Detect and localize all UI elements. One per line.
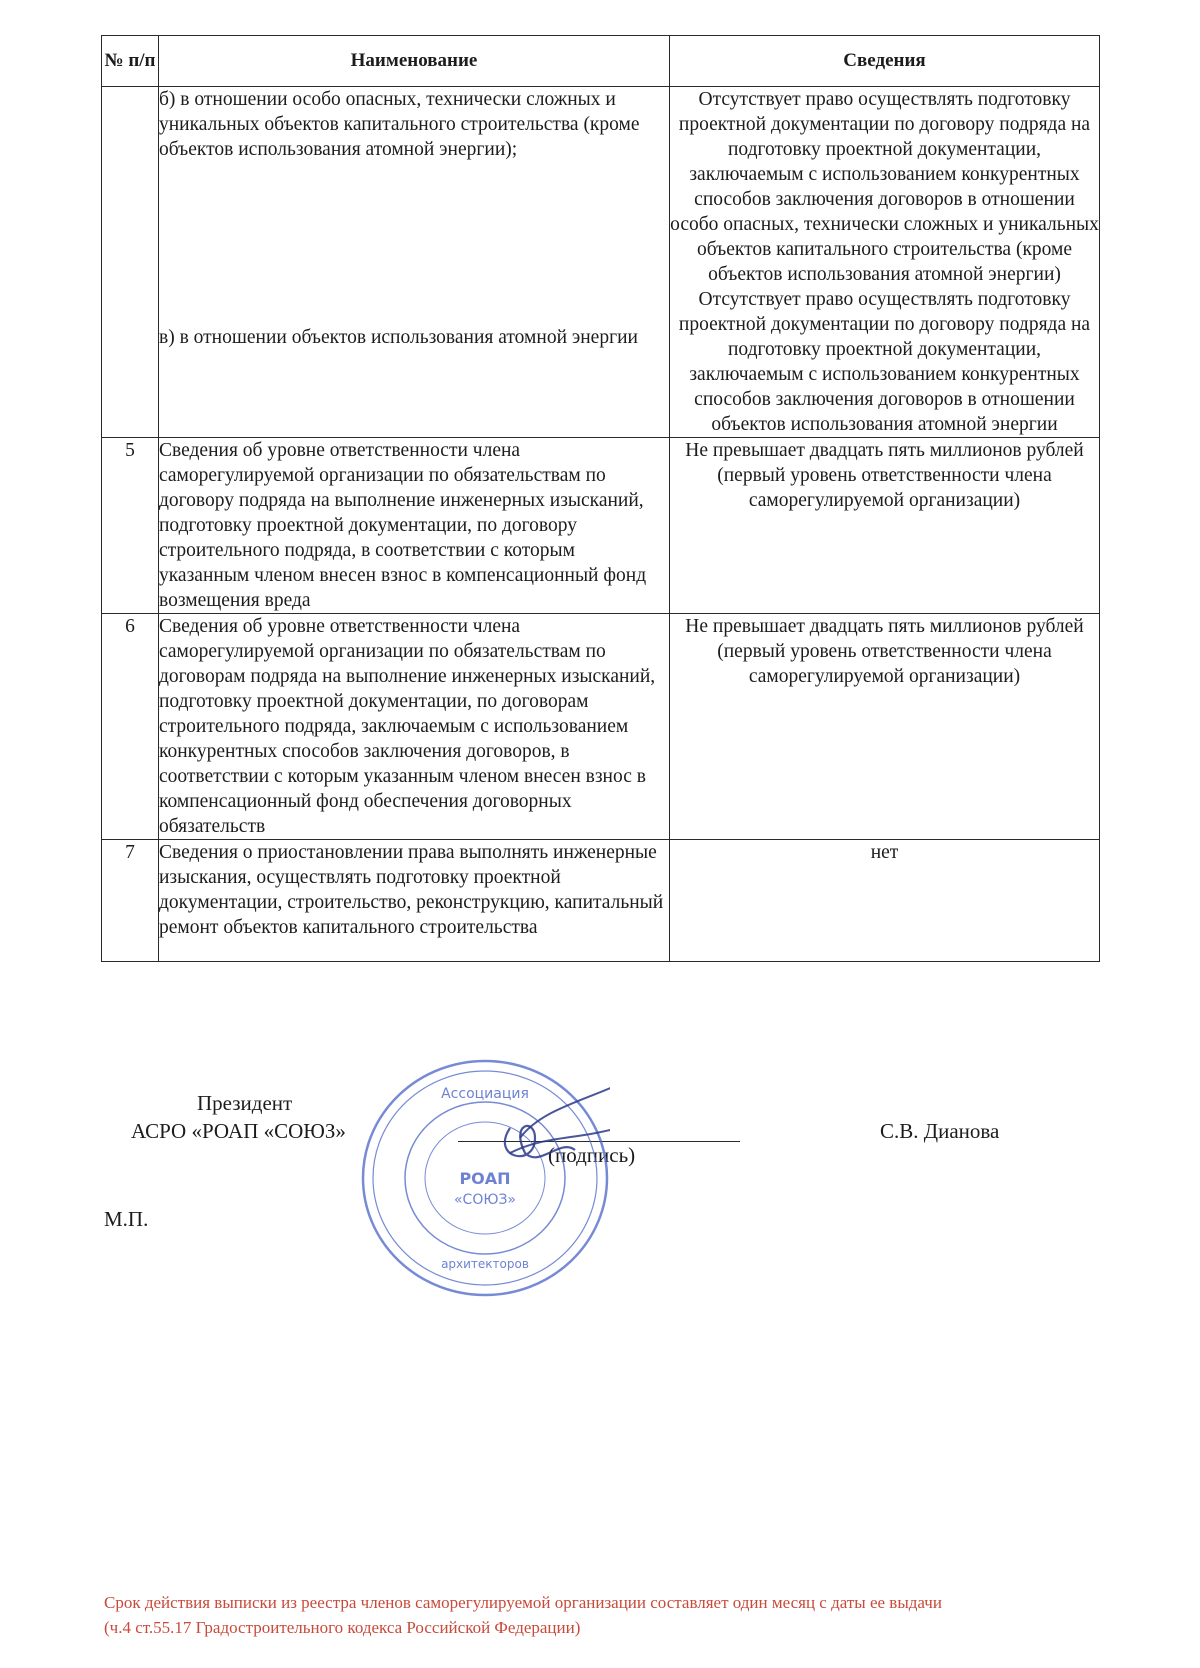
row-name: Сведения об уровне ответственности члена саморегулируемой организации по обязательствам по договору подряда на выполнение инженерных изысканий, подготовку проектной документации, по договору строительного подряда, в соответствии с которым указанным членом внесен взнос в компенсационный фонд возмещения вреда (159, 438, 670, 614)
table-row (102, 840, 1100, 962)
name-item-b: б) в отношении особо опасных, технически сложных и уникальных объектов капитального строительства (кроме объектов использования атомной энергии); (159, 89, 640, 160)
organization-stamp-icon (360, 1058, 610, 1298)
header-name: Наименование (159, 36, 670, 87)
seal-label: М.П. (104, 1207, 149, 1231)
validity-note-line1: Срок действия выписки из реестра членов саморегулируемой организации составляет один месяц с даты ее выдачи (104, 1593, 942, 1612)
svg-text:РОАП: РОАП (459, 1169, 511, 1188)
validity-note-line2: (ч.4 ст.55.17 Градостроительного кодекса Российской Федерации) (104, 1618, 581, 1637)
table-row (102, 438, 1100, 614)
table-header-row (102, 36, 1100, 87)
row-info: Не превышает двадцать пять миллионов рублей (первый уровень ответственности члена саморегулируемой организации) (670, 438, 1100, 614)
signatory-position: Президент (197, 1091, 293, 1115)
signatory-name: С.В. Дианова (880, 1119, 1000, 1143)
svg-text:архитекторов: архитекторов (441, 1257, 529, 1271)
table-row (102, 614, 1100, 840)
row-name: Сведения об уровне ответственности члена саморегулируемой организации по обязательствам по договорам подряда на выполнение инженерных изысканий, подготовку проектной документации, по договорам строительного подряда, заключаемым с использованием конкурентных способов заключения договоров, в соответствии с которым указанным членом внесен взнос в компенсационный фонд обеспечения договорных обязательств (159, 614, 670, 840)
row-number: 7 (102, 840, 159, 962)
validity-note (104, 1590, 1104, 1640)
row-number: 5 (102, 438, 159, 614)
row-name: Сведения о приостановлении права выполнять инженерные изыскания, осуществлять подготовку проектной документации, строительство, реконструкцию, капитальный ремонт объектов капитального строительства (159, 840, 670, 962)
header-number: № п/п (102, 36, 159, 87)
row-info: Не превышает двадцать пять миллионов рублей (первый уровень ответственности члена саморегулируемой организации) (670, 614, 1100, 840)
info-item-b: Отсутствует право осуществлять подготовку проектной документации по договору подряда на подготовку проектной документации, заключаемым с использованием конкурентных способов заключения договоров в отношении особо опасных, технически сложных и уникальных объектов капитального строительства (кроме объектов использования атомной энергии) (670, 89, 1099, 285)
row-number: 6 (102, 614, 159, 840)
svg-text:Ассоциация: Ассоциация (441, 1086, 529, 1102)
name-item-c: в) в отношении объектов использования атомной энергии (159, 327, 638, 348)
info-item-c: Отсутствует право осуществлять подготовку проектной документации по договору подряда на подготовку проектной документации, заключаемым с использованием конкурентных способов заключения договоров в отношении объектов использования атомной энергии (678, 289, 1091, 435)
header-info: Сведения (670, 36, 1100, 87)
row-info: нет (670, 840, 1100, 962)
register-table (101, 35, 1100, 962)
signature-caption: (подпись) (548, 1143, 636, 1167)
row-name-cell (159, 87, 670, 438)
row-info-cell (670, 87, 1100, 438)
svg-text:«СОЮЗ»: «СОЮЗ» (453, 1192, 517, 1208)
row-number-cell (102, 87, 159, 438)
table-row (102, 87, 1100, 438)
signatory-organization: АСРО «РОАП «СОЮЗ» (131, 1119, 346, 1143)
